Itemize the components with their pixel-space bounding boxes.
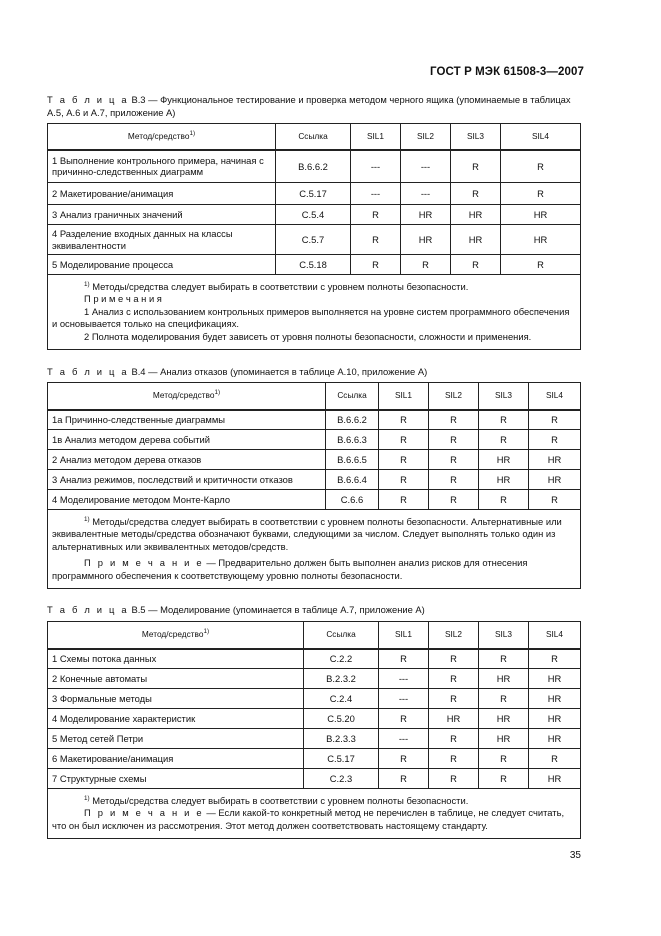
sil2-cell: --- — [401, 183, 451, 205]
table-row — [48, 649, 581, 669]
sil1-cell: R — [351, 205, 401, 225]
table-row — [48, 490, 581, 510]
sil1-cell: R — [379, 709, 429, 729]
sil4-cell: HR — [529, 470, 581, 490]
sil3-cell: R — [479, 749, 529, 769]
method-cell: 1в Анализ методом дерева событий — [48, 430, 326, 450]
sil2-cell: R — [429, 450, 479, 470]
sil4-cell: R — [529, 410, 581, 430]
sil3-cell: HR — [451, 205, 501, 225]
table-row — [48, 669, 581, 689]
note-2: 2 Полнота моделирования будет зависеть от уровня полноты безопасности, сложности и применения. — [84, 330, 532, 342]
table-row — [48, 470, 581, 490]
table-b4-caption: Т а б л и ц а В.4 — Анализ отказов (упоминается в таблице А.10, приложение А) — [47, 366, 428, 377]
footnote: $^{1)}$ Методы/средства следует выбирать в соответствии с уровнем полноты безопасности. — [84, 795, 469, 806]
table-row — [48, 729, 581, 749]
ref-cell: В.6.6.3 — [326, 430, 379, 450]
col-method-header: Метод/средство$^{1)}$ — [48, 622, 304, 649]
page-number: 35 — [569, 850, 581, 861]
sil3-cell: R — [479, 410, 529, 430]
sil3-cell: R — [479, 689, 529, 709]
table-row — [48, 769, 581, 789]
sil4-cell: R — [529, 490, 581, 510]
table-row — [48, 183, 581, 205]
sil4-cell: R — [501, 255, 581, 275]
table-row — [48, 689, 581, 709]
ref-cell: С.5.18 — [276, 255, 351, 275]
footnote: $^{1)}$ Методы/средства следует выбирать в соответствии с уровнем полноты безопасности. — [84, 281, 469, 292]
table-b5 — [47, 621, 581, 839]
method-cell: 4 Моделирование методом Монте-Карло — [48, 490, 326, 510]
method-cell: 5 Моделирование процесса — [48, 255, 276, 275]
method-cell: 1 Выполнение контрольного примера, начиная с причинно-следственных диаграмм — [48, 150, 276, 183]
sil4-cell: HR — [529, 669, 581, 689]
sil4-cell: R — [529, 749, 581, 769]
ref-cell: С.5.4 — [276, 205, 351, 225]
method-cell: 7 Структурные схемы — [48, 769, 304, 789]
ref-cell: В.2.3.3 — [304, 729, 379, 749]
sil1-cell: R — [379, 430, 429, 450]
method-cell: 3 Формальные методы — [48, 689, 304, 709]
note: П р и м е ч а н и е — Если какой-то конкретный метод не перечислен в таблице, не следует считать, что он был исключен из рассмотрения. Этот метод должен соответствовать настоящему стандарту. — [52, 807, 565, 831]
sil2-cell: R — [429, 749, 479, 769]
sil4-cell: HR — [529, 769, 581, 789]
sil3-cell: HR — [479, 729, 529, 749]
sil4-cell: HR — [501, 225, 581, 255]
ref-cell: С.2.4 — [304, 689, 379, 709]
sil2-cell: R — [429, 470, 479, 490]
method-cell: 2 Конечные автоматы — [48, 669, 304, 689]
method-cell: 4 Разделение входных данных на классы эквивалентности — [48, 225, 276, 255]
sil2-cell: R — [429, 669, 479, 689]
col-method-header: Метод/средство$^{1)}$ — [48, 124, 276, 150]
note-1: 1 Анализ с использованием контрольных примеров выполняется на уровне систем программного обеспечения и основывается только на спецификациях. — [52, 305, 570, 330]
col-ref-header: Ссылка — [304, 622, 379, 649]
ref-cell: С.2.3 — [304, 769, 379, 789]
sil2-cell: R — [429, 769, 479, 789]
ref-cell: С.6.6 — [326, 490, 379, 510]
method-cell: 3 Анализ граничных значений — [48, 205, 276, 225]
sil2-cell: R — [429, 490, 479, 510]
sil3-cell: R — [451, 183, 501, 205]
method-cell: 1 Схемы потока данных — [48, 649, 304, 669]
method-cell: 6 Макетирование/анимация — [48, 749, 304, 769]
col-sil1-header: SIL1 — [379, 622, 429, 649]
sil3-cell: R — [451, 150, 501, 183]
sil2-cell: HR — [401, 205, 451, 225]
sil3-cell: R — [479, 490, 529, 510]
col-sil2-header: SIL2 — [401, 124, 451, 150]
sil1-cell: R — [379, 410, 429, 430]
ref-cell: С.5.17 — [304, 749, 379, 769]
table-row — [48, 205, 581, 225]
ref-cell: В.6.6.5 — [326, 450, 379, 470]
table-b5-caption: Т а б л и ц а В.5 — Моделирование (упоминается в таблице А.7, приложение А) — [47, 604, 425, 615]
sil1-cell: R — [379, 749, 429, 769]
method-cell: 2 Макетирование/анимация — [48, 183, 276, 205]
sil1-cell: --- — [351, 150, 401, 183]
table-row — [48, 410, 581, 430]
table-b3-notes — [48, 275, 581, 350]
table-row — [48, 450, 581, 470]
sil1-cell: R — [379, 490, 429, 510]
sil2-cell: R — [429, 410, 479, 430]
sil4-cell: HR — [529, 450, 581, 470]
table-b5-notes — [48, 789, 581, 839]
sil1-cell: R — [351, 225, 401, 255]
col-sil4-header: SIL4 — [529, 622, 581, 649]
col-sil2-header: SIL2 — [429, 383, 479, 410]
sil2-cell: HR — [429, 709, 479, 729]
sil3-cell: HR — [479, 669, 529, 689]
table-row — [48, 709, 581, 729]
ref-cell: С.5.17 — [276, 183, 351, 205]
footnote: $^{1)}$ Методы/средства следует выбирать в соответствии с уровнем полноты безопасности. Альтернативные или эквивалентные методы/средства обозначают буквами, следующими за числом. Следует выполнять только один из альтернативных или эквивалентных методов/средств. — [52, 516, 562, 552]
sil2-cell: HR — [401, 225, 451, 255]
col-sil3-header: SIL3 — [479, 383, 529, 410]
table-row — [48, 225, 581, 255]
sil3-cell: HR — [479, 450, 529, 470]
sil2-cell: R — [429, 729, 479, 749]
table-row — [48, 150, 581, 183]
sil3-cell: R — [479, 769, 529, 789]
table-row — [48, 430, 581, 450]
ref-cell: В.6.6.2 — [276, 150, 351, 183]
col-sil4-header: SIL4 — [501, 124, 581, 150]
col-ref-header: Ссылка — [276, 124, 351, 150]
sil4-cell: HR — [529, 729, 581, 749]
sil1-cell: R — [379, 470, 429, 490]
sil1-cell: --- — [379, 729, 429, 749]
ref-cell: С.2.2 — [304, 649, 379, 669]
sil3-cell: HR — [479, 709, 529, 729]
sil1-cell: --- — [351, 183, 401, 205]
method-cell: 1а Причинно-следственные диаграммы — [48, 410, 326, 430]
table-b3 — [47, 123, 581, 350]
notes-heading: П р и м е ч а н и я — [84, 293, 162, 305]
sil1-cell: R — [379, 649, 429, 669]
sil3-cell: HR — [451, 225, 501, 255]
sil4-cell: HR — [501, 205, 581, 225]
sil1-cell: R — [379, 450, 429, 470]
col-sil1-header: SIL1 — [379, 383, 429, 410]
col-sil4-header: SIL4 — [529, 383, 581, 410]
sil1-cell: R — [379, 769, 429, 789]
table-b4-notes — [48, 510, 581, 589]
col-sil3-header: SIL3 — [451, 124, 501, 150]
table-row — [48, 255, 581, 275]
col-sil2-header: SIL2 — [429, 622, 479, 649]
sil1-cell: R — [351, 255, 401, 275]
sil3-cell: HR — [479, 470, 529, 490]
sil3-cell: R — [451, 255, 501, 275]
standard-header: ГОСТ Р МЭК 61508-3—2007 — [430, 66, 584, 78]
sil4-cell: R — [501, 150, 581, 183]
method-cell: 3 Анализ режимов, последствий и критичности отказов — [48, 470, 326, 490]
sil4-cell: HR — [529, 709, 581, 729]
sil2-cell: --- — [401, 150, 451, 183]
ref-cell: В.6.6.2 — [326, 410, 379, 430]
sil4-cell: R — [501, 183, 581, 205]
col-ref-header: Ссылка — [326, 383, 379, 410]
note: П р и м е ч а н и е — Предварительно должен быть выполнен анализ рисков для отнесения программного обеспечения к соответствующему уровню полноты безопасности. — [52, 557, 528, 581]
sil2-cell: R — [429, 649, 479, 669]
sil4-cell: R — [529, 430, 581, 450]
sil2-cell: R — [429, 689, 479, 709]
ref-cell: С.5.20 — [304, 709, 379, 729]
sil1-cell: --- — [379, 669, 429, 689]
col-method-header: Метод/средство$^{1)}$ — [48, 383, 326, 410]
sil4-cell: HR — [529, 689, 581, 709]
col-sil1-header: SIL1 — [351, 124, 401, 150]
table-row — [48, 749, 581, 769]
sil1-cell: --- — [379, 689, 429, 709]
sil3-cell: R — [479, 430, 529, 450]
method-cell: 5 Метод сетей Петри — [48, 729, 304, 749]
col-sil3-header: SIL3 — [479, 622, 529, 649]
table-b4 — [47, 382, 581, 589]
sil2-cell: R — [429, 430, 479, 450]
sil4-cell: R — [529, 649, 581, 669]
sil3-cell: R — [479, 649, 529, 669]
method-cell: 4 Моделирование характеристик — [48, 709, 304, 729]
table-b3-caption: Т а б л и ц а В.3 — Функциональное тестирование и проверка методом черного ящика (упоминаемые в таблицах А.5, А.6 и А.7, приложение А) — [47, 94, 571, 118]
sil2-cell: R — [401, 255, 451, 275]
method-cell: 2 Анализ методом дерева отказов — [48, 450, 326, 470]
ref-cell: В.2.3.2 — [304, 669, 379, 689]
ref-cell: С.5.7 — [276, 225, 351, 255]
ref-cell: В.6.6.4 — [326, 470, 379, 490]
